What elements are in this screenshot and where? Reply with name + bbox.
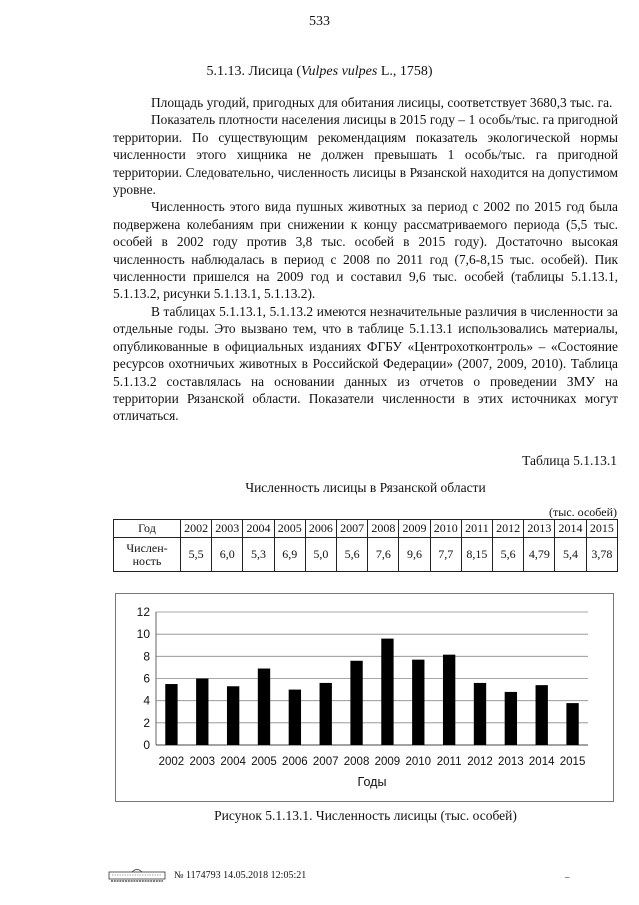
header-year-cell: Год — [114, 520, 181, 538]
year-cell: 2007 — [337, 520, 368, 538]
value-cell: 5,5 — [181, 538, 212, 572]
page-number: 533 — [309, 14, 330, 29]
year-cell: 2015 — [586, 520, 617, 538]
footer-text: № 1174793 14.05.2018 12:05:21 — [174, 869, 307, 881]
x-tick-label: 2008 — [343, 756, 370, 768]
year-cell: 2002 — [181, 520, 212, 538]
x-tick-label: 2007 — [312, 756, 339, 768]
chart-bar — [227, 686, 239, 745]
value-cell: 9,6 — [399, 538, 430, 572]
year-cell: 2012 — [493, 520, 524, 538]
value-cell: 5,6 — [493, 538, 524, 572]
x-tick-label: 2015 — [559, 756, 586, 768]
year-cell: 2008 — [368, 520, 399, 538]
value-cell: 7,6 — [368, 538, 399, 572]
x-tick-label: 2011 — [436, 756, 462, 768]
body-text — [113, 94, 618, 425]
y-tick-label: 4 — [143, 693, 150, 708]
value-cell: 5,3 — [243, 538, 274, 572]
year-cell: 2003 — [212, 520, 243, 538]
x-tick-label: 2010 — [405, 756, 432, 768]
section-title — [0, 64, 639, 80]
value-cell: 5,6 — [337, 538, 368, 572]
x-tick-label: 2012 — [467, 756, 493, 768]
chart-bar — [412, 660, 424, 745]
chart-bar — [566, 703, 578, 745]
chart-bar — [165, 684, 177, 745]
x-tick-label: 2003 — [189, 756, 216, 768]
year-cell: 2014 — [555, 520, 586, 538]
value-cell: 7,7 — [430, 538, 461, 572]
year-cell: 2004 — [243, 520, 274, 538]
chart-bar — [505, 692, 517, 745]
table-unit: (тыс. особей) — [549, 505, 617, 519]
footer — [108, 867, 306, 883]
chart-bar — [289, 690, 301, 745]
x-tick-label: 2002 — [158, 756, 185, 768]
value-cell: 5,4 — [555, 538, 586, 572]
value-cell: 4,79 — [524, 538, 555, 572]
x-tick-label: 2014 — [528, 756, 555, 768]
x-tick-label: 2013 — [498, 756, 524, 768]
paragraph: Показатель плотности населения лисицы в 2015 году – 1 особь/тыс. га пригодной территории. По существующим рекомендациям показатель экологической нормы численности этого хищника не должен превышать 1 особь/тыс. га пригодной территории. Следовательно, численность лисицы в Рязанской находится на допустимом уровне. — [113, 112, 618, 198]
table-label: Таблица 5.1.13.1 — [522, 453, 617, 468]
year-cell: 2005 — [274, 520, 305, 538]
y-tick-label: 12 — [136, 605, 150, 619]
year-cell: 2011 — [461, 520, 492, 538]
paragraph: В таблицах 5.1.13.1, 5.1.13.2 имеются незначительные различия в численности за отдельные годы. Это вызвано тем, что в таблице 5.1.13.1 использовались материалы, опубликованные в официальных изданиях ФГБУ «Центрохотконтроль» – «Состояние ресурсов охотничьих животных в Российской Федерации» (2007, 2009, 2010). Таблица 5.1.13.2 составлялась на основании данных из отчетов о проведении ЗМУ на территории Рязанской области. Показатели численности в этих источниках могут отличаться. — [113, 303, 618, 424]
year-cell: 2006 — [305, 520, 336, 538]
chart-bar — [536, 685, 548, 745]
figure-caption: Рисунок 5.1.13.1. Численность лисицы (тыс. особей) — [214, 808, 517, 823]
section-title-suffix: L., 1758) — [377, 64, 433, 79]
footer-dash: – — [565, 872, 570, 882]
header-count-cell: Числен-ность — [114, 538, 181, 572]
x-tick-label: 2006 — [282, 756, 308, 768]
bar-chart-svg — [116, 594, 613, 801]
chart-bar — [196, 679, 208, 746]
chart-bar — [350, 661, 362, 745]
table-header-row — [114, 520, 618, 538]
paragraph: Численность этого вида пушных животных за период с 2002 по 2015 год была подвержена колебаниям при снижении к концу рассматриваемого периода (5,5 тыс. особей в 2002 году против 3,8 тыс. особей в 2015 году). Достаточно высокая численность наблюдалась в период с 2008 по 2011 год (7,6-8,15 тыс. особей). Пик численности пришелся на 2009 год и составил 9,6 тыс. особей (таблицы 5.1.13.1, 5.1.13.2, рисунки 5.1.13.1, 5.1.13.2). — [113, 199, 618, 302]
value-cell: 6,0 — [212, 538, 243, 572]
value-cell: 8,15 — [461, 538, 492, 572]
table-values-row — [114, 538, 618, 572]
section-title-prefix: 5.1.13. Лисица ( — [206, 64, 301, 79]
chart-bar — [258, 669, 270, 745]
chart-bar — [381, 639, 393, 745]
year-cell: 2013 — [524, 520, 555, 538]
section-title-latin: Vulpes vulpes — [301, 64, 378, 79]
y-tick-label: 8 — [143, 649, 150, 664]
chart-bar — [474, 683, 486, 745]
population-table — [113, 519, 618, 572]
chart-bar — [443, 655, 455, 745]
paragraph: Площадь угодий, пригодных для обитания лисицы, соответствует 3680,3 тыс. га. — [151, 95, 613, 110]
table-title: Численность лисицы в Рязанской области — [245, 480, 486, 495]
population-chart — [115, 593, 614, 802]
chart-bar — [320, 683, 332, 745]
year-cell: 2010 — [430, 520, 461, 538]
x-tick-label: 2009 — [374, 756, 401, 768]
value-cell: 3,78 — [586, 538, 617, 572]
x-axis-title: Годы — [357, 775, 387, 789]
value-cell: 5,0 — [305, 538, 336, 572]
x-tick-label: 2005 — [251, 756, 277, 768]
y-tick-label: 2 — [143, 715, 150, 730]
value-cell: 6,9 — [274, 538, 305, 572]
year-cell: 2009 — [399, 520, 430, 538]
x-tick-label: 2004 — [220, 756, 246, 768]
y-tick-label: 10 — [136, 627, 150, 642]
y-tick-label: 0 — [143, 738, 150, 752]
y-tick-label: 6 — [143, 671, 150, 686]
document-stamp-icon — [108, 867, 166, 883]
